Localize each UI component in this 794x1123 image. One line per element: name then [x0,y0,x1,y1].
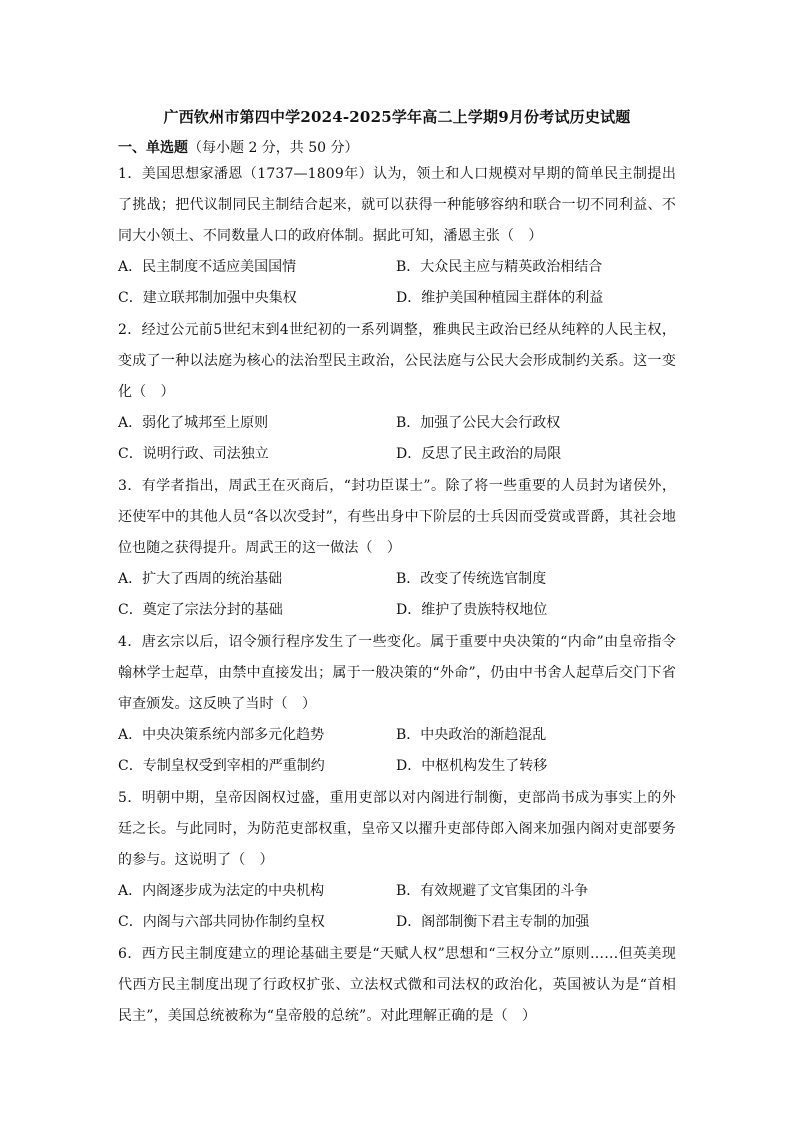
option-b: B．加强了公民大会行政权 [396,415,561,431]
option-row [118,595,676,626]
option-d: D．反思了民主政治的局限 [396,446,562,462]
option-d: D．中枢机构发生了转移 [396,758,548,774]
question-1 [118,159,676,314]
question-stem: 5．明朝中期，皇帝因阁权过盛，重用吏部以对内阁进行制衡，吏部尚书成为事实上的外廷之长。与此同时，为防范吏部权重，皇帝又以擢升吏部侍郎入阁来加强内阁对吏部要务的参与。这说明了（ ） [118,790,676,868]
option-a: A．内阁逐步成为法定的中央机构 [118,883,325,899]
option-row [118,283,676,314]
option-row [118,907,676,938]
question-2 [118,315,676,470]
option-a: A．民主制度不适应美国国情 [118,259,297,275]
option-b: B．中央政治的渐趋混乱 [396,727,547,743]
option-a: A．扩大了西周的统治基础 [118,571,283,587]
option-c: C．建立联邦制加强中央集权 [118,290,297,306]
question-5 [118,783,676,938]
option-c: C．奠定了宗法分封的基础 [118,602,283,618]
option-d: D．维护美国种植园主群体的利益 [396,290,604,306]
option-c: C．专制皇权受到宰相的严重制约 [118,758,325,774]
question-stem: 4．唐玄宗以后，诏令颁行程序发生了一些变化。属于重要中央决策的“内命”由皇帝指令翰林学士起草，由禁中直接发出；属于一般决策的“外命”，仍由中书舍人起草后交门下省审查颁发。这反映了当时（ ） [118,634,676,712]
question-stem: 3．有学者指出，周武王在灭商后，“封功臣谋士”。除了将一些重要的人员封为诸侯外，还使军中的其他人员“各以次受封”，有些出身中下阶层的士兵因而受赏或晋爵，其社会地位也随之获得提升。周武王的这一做法（ ） [118,478,676,556]
question-4 [118,627,676,782]
option-a: A．弱化了城邦至上原则 [118,415,269,431]
option-a: A．中央决策系统内部多元化趋势 [118,727,325,743]
option-row [118,876,676,907]
section-note: （每小题 2 分，共 50 分） [188,140,359,156]
option-row [118,564,676,595]
option-d: D．维护了贵族特权地位 [396,602,548,618]
page-title: 广西钦州市第四中学2024-2025学年高二上学期9月份考试历史试题 [163,108,631,126]
option-row [118,720,676,751]
option-c: C．说明行政、司法独立 [118,446,269,462]
option-row [118,408,676,439]
option-b: B．大众民主应与精英政治相结合 [396,259,603,275]
option-d: D．阁部制衡下君主专制的加强 [396,914,590,930]
option-row [118,252,676,283]
question-3 [118,471,676,626]
option-row [118,751,676,782]
question-stem: 6．西方民主制度建立的理论基础主要是“天赋人权”思想和“三权分立”原则……但英美现代西方民主制度出现了行政权扩张、立法权式微和司法权的政治化，英国被认为是“首相民主”，美国总统被称为“皇帝般的总统”。对此理解正确的是（ ） [118,946,676,1024]
option-row [118,439,676,470]
option-b: B．改变了传统选官制度 [396,571,547,587]
option-b: B．有效规避了文官集团的斗争 [396,883,589,899]
option-c: C．内阁与六部共同协作制约皇权 [118,914,325,930]
question-stem: 2．经过公元前5世纪末到4世纪初的一系列调整，雅典民主政治已经从纯粹的人民主权，变成了一种以法庭为核心的法治型民主政治，公民法庭与公民大会形成制约关系。这一变化（ ） [118,322,676,400]
section-heading [118,137,359,157]
question-stem: 1．美国思想家潘恩（1737—1809年）认为，领土和人口规模对早期的简单民主制提出了挑战；把代议制同民主制结合起来，就可以获得一种能够容纳和联合一切不同利益、不同大小领土、不同数量人口的政府体制。据此可知，潘恩主张（ ） [118,166,676,244]
section-label: 一、单选题 [118,140,188,156]
question-6 [118,939,676,1032]
